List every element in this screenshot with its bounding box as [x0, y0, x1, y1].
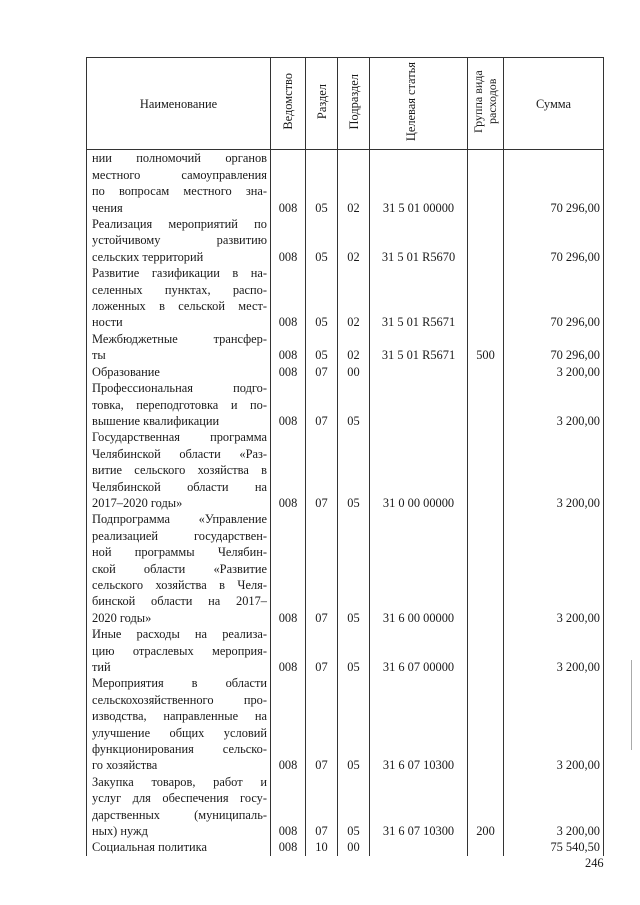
row-name — [87, 265, 271, 331]
row-vedomstvo: 008 — [271, 839, 306, 855]
row-razdel: 07 — [306, 675, 338, 773]
row-name-line: Социальная политика — [92, 840, 207, 855]
row-podrazdel: 02 — [338, 216, 370, 265]
row-summa: 3 200,00 — [504, 364, 604, 380]
row-podrazdel: 02 — [338, 331, 370, 364]
row-name — [87, 675, 271, 773]
table-row — [87, 429, 604, 511]
row-name-line: го хозяйства — [92, 758, 158, 773]
row-name-line: ной программы Челябин- — [92, 545, 267, 560]
row-name — [87, 774, 271, 840]
row-razdel: 07 — [306, 429, 338, 511]
page-number: 246 — [585, 856, 604, 870]
row-name-line: Межбюджетные трансфер- — [92, 331, 267, 346]
row-podrazdel: 05 — [338, 774, 370, 840]
table-row — [87, 675, 604, 773]
row-vedomstvo: 008 — [271, 331, 306, 364]
row-gruppa-vida — [468, 364, 504, 380]
header-vedomstvo-text: Ведомство — [281, 73, 295, 130]
row-name — [87, 364, 271, 380]
row-razdel: 05 — [306, 216, 338, 265]
row-name-line: 2017–2020 годы» — [92, 495, 183, 510]
row-razdel: 07 — [306, 364, 338, 380]
row-razdel: 10 — [306, 839, 338, 855]
row-celevaya-statya: 31 5 01 00000 — [370, 150, 468, 216]
row-name-line: Профессиональная подго- — [92, 381, 267, 396]
row-name-line: услуг для обеспечения госу- — [92, 791, 267, 806]
scan-margin-mark — [631, 660, 632, 750]
row-podrazdel: 05 — [338, 626, 370, 675]
row-gruppa-vida — [468, 675, 504, 773]
row-vedomstvo: 008 — [271, 216, 306, 265]
header-summa — [504, 58, 604, 150]
row-celevaya-statya: 31 5 01 R5671 — [370, 331, 468, 364]
table-row — [87, 774, 604, 840]
row-name-line: Развитие газификации в на- — [92, 266, 267, 281]
row-summa: 70 296,00 — [504, 150, 604, 216]
row-vedomstvo: 008 — [271, 626, 306, 675]
table-row — [87, 216, 604, 265]
row-name-line: селенных пунктах, распо- — [92, 282, 267, 297]
row-gruppa-vida — [468, 150, 504, 216]
row-name-line: устойчивому развитию — [92, 233, 267, 248]
row-razdel: 07 — [306, 626, 338, 675]
header-celevaya — [370, 58, 468, 150]
row-name-line: сельскохозяйственного про- — [92, 692, 267, 707]
row-podrazdel: 05 — [338, 511, 370, 626]
table-row — [87, 265, 604, 331]
row-celevaya-statya — [370, 839, 468, 855]
row-podrazdel: 00 — [338, 839, 370, 855]
row-name — [87, 331, 271, 364]
row-celevaya-statya: 31 6 07 10300 — [370, 675, 468, 773]
row-name-line: ных) нужд — [92, 824, 148, 839]
row-podrazdel: 05 — [338, 380, 370, 429]
table-body — [87, 150, 604, 856]
table-row — [87, 626, 604, 675]
row-name-line: по вопросам местного зна- — [92, 184, 267, 199]
row-name-line: ности — [92, 315, 123, 330]
row-name — [87, 839, 271, 855]
table-row — [87, 364, 604, 380]
row-gruppa-vida: 500 — [468, 331, 504, 364]
row-name-line: Закупка товаров, работ и — [92, 774, 267, 789]
row-summa: 3 200,00 — [504, 675, 604, 773]
row-name-line: реализацией государствен- — [92, 528, 267, 543]
row-gruppa-vida — [468, 626, 504, 675]
row-summa: 3 200,00 — [504, 429, 604, 511]
row-name-line: Челябинской области на — [92, 479, 267, 494]
row-podrazdel: 00 — [338, 364, 370, 380]
row-name-line: функционирования сельско- — [92, 742, 267, 757]
row-name-line: витие сельского хозяйства в — [92, 463, 267, 478]
table-row — [87, 150, 604, 216]
row-celevaya-statya: 31 6 07 00000 — [370, 626, 468, 675]
row-name-line: бинской области на 2017– — [92, 594, 267, 609]
row-name-line: сельского хозяйства в Челя- — [92, 577, 267, 592]
row-celevaya-statya — [370, 380, 468, 429]
row-summa: 3 200,00 — [504, 511, 604, 626]
row-razdel: 05 — [306, 331, 338, 364]
row-celevaya-statya: 31 6 00 00000 — [370, 511, 468, 626]
row-summa: 70 296,00 — [504, 331, 604, 364]
row-name-line: сельских территорий — [92, 249, 204, 264]
table-row — [87, 511, 604, 626]
row-summa: 70 296,00 — [504, 265, 604, 331]
row-celevaya-statya: 31 5 01 R5671 — [370, 265, 468, 331]
table-row — [87, 839, 604, 855]
row-vedomstvo: 008 — [271, 675, 306, 773]
row-podrazdel: 05 — [338, 675, 370, 773]
row-razdel: 05 — [306, 265, 338, 331]
row-gruppa-vida — [468, 380, 504, 429]
row-razdel: 07 — [306, 511, 338, 626]
row-name-line: цию отраслевых мероприя- — [92, 643, 267, 658]
row-name-line: Подпрограмма «Управление — [92, 512, 267, 527]
row-summa: 3 200,00 — [504, 774, 604, 840]
table-header-row — [87, 58, 604, 150]
row-name-line: нии полномочий органов — [92, 151, 267, 166]
row-celevaya-statya: 31 5 01 R5670 — [370, 216, 468, 265]
header-gruppa — [468, 58, 504, 150]
row-name-line: ты — [92, 348, 106, 363]
row-vedomstvo: 008 — [271, 774, 306, 840]
row-name-line: ской области «Развитие — [92, 561, 267, 576]
row-razdel: 07 — [306, 774, 338, 840]
header-summa-text: Сумма — [535, 96, 572, 111]
header-celevaya-text: Целевая статья — [403, 61, 418, 142]
row-name-line: Образование — [92, 364, 160, 379]
row-name-line: улучшение общих условий — [92, 725, 267, 740]
row-name-line: Реализация мероприятий по — [92, 217, 267, 232]
row-name-line: дарственных (муниципаль- — [92, 807, 267, 822]
budget-table — [86, 57, 604, 856]
row-name-line: ложенных в сельской мест- — [92, 299, 267, 314]
row-celevaya-statya — [370, 364, 468, 380]
row-vedomstvo: 008 — [271, 429, 306, 511]
row-gruppa-vida — [468, 511, 504, 626]
header-name — [87, 58, 271, 150]
header-podrazdel-text: Подраздел — [346, 73, 361, 130]
row-name-line: тий — [92, 660, 111, 674]
row-name-line: товка, переподготовка и по- — [92, 397, 267, 412]
header-gruppa-text: Группа вида расходов — [470, 70, 499, 133]
row-name — [87, 429, 271, 511]
row-podrazdel: 05 — [338, 429, 370, 511]
row-name-line: Иные расходы на реализа- — [92, 627, 267, 642]
row-podrazdel: 02 — [338, 150, 370, 216]
row-vedomstvo: 008 — [271, 511, 306, 626]
row-name — [87, 216, 271, 265]
row-vedomstvo: 008 — [271, 150, 306, 216]
row-name-line: чения — [92, 200, 123, 215]
row-razdel: 05 — [306, 150, 338, 216]
row-podrazdel: 02 — [338, 265, 370, 331]
row-name-line: Челябинской области «Раз- — [92, 446, 267, 461]
row-name — [87, 511, 271, 626]
row-summa: 70 296,00 — [504, 216, 604, 265]
row-name-line: Государственная программа — [92, 430, 267, 445]
row-celevaya-statya: 31 6 07 10300 — [370, 774, 468, 840]
row-gruppa-vida — [468, 216, 504, 265]
header-name-text: Наименование — [139, 96, 218, 111]
row-gruppa-vida: 200 — [468, 774, 504, 840]
row-name-line: Мероприятия в области — [92, 676, 267, 691]
row-celevaya-statya: 31 0 00 00000 — [370, 429, 468, 511]
row-name-line: вышение квалификации — [92, 413, 220, 428]
row-vedomstvo: 008 — [271, 380, 306, 429]
row-name-line: 2020 годы» — [92, 610, 152, 625]
row-summa: 75 540,50 — [504, 839, 604, 855]
header-vedomstvo — [271, 58, 306, 150]
row-gruppa-vida — [468, 839, 504, 855]
row-name — [87, 150, 271, 216]
table-row — [87, 331, 604, 364]
row-name-line: местного самоуправления — [92, 167, 267, 182]
header-razdel — [306, 58, 338, 150]
table-row — [87, 380, 604, 429]
row-name-line: изводства, направленные на — [92, 709, 267, 724]
row-vedomstvo: 008 — [271, 265, 306, 331]
header-razdel-text: Раздел — [314, 83, 329, 120]
row-vedomstvo: 008 — [271, 364, 306, 380]
row-name — [87, 380, 271, 429]
row-summa: 3 200,00 — [504, 626, 604, 675]
row-name — [87, 626, 271, 675]
header-podrazdel — [338, 58, 370, 150]
row-summa: 3 200,00 — [504, 380, 604, 429]
row-gruppa-vida — [468, 429, 504, 511]
row-razdel: 07 — [306, 380, 338, 429]
row-gruppa-vida — [468, 265, 504, 331]
